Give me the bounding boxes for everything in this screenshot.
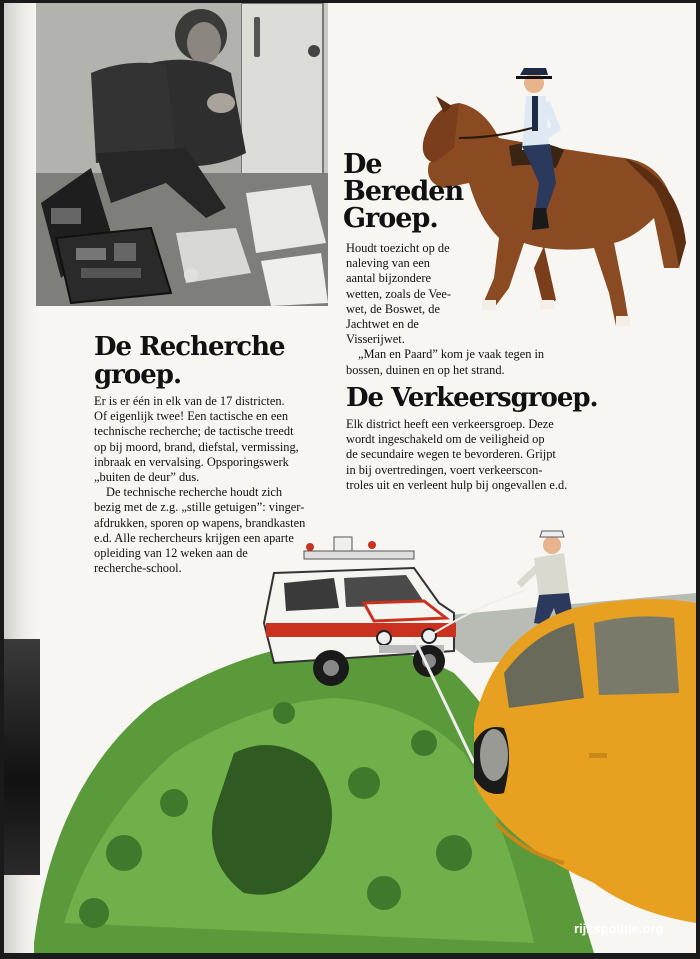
text-line: wetten, zoals de Vee- bbox=[346, 286, 452, 301]
heading-line: Bereden bbox=[343, 176, 464, 207]
text-line: „buiten de deur” dus. bbox=[94, 470, 200, 485]
body-bereden-groep bbox=[346, 241, 576, 378]
text-line: „Man en Paard” kom je vaak tegen in bbox=[358, 347, 545, 362]
site-watermark: rijkspolitie.org bbox=[574, 921, 664, 936]
detective-photo bbox=[36, 3, 328, 306]
text-line: inbraak en vervalsing. Opsporingswerk bbox=[94, 454, 289, 469]
text-line: bezig met de z.g. „stille getuigen”: vinger- bbox=[94, 500, 305, 515]
text-line: troles uit en verleent hulp bij ongevallen e.d. bbox=[346, 477, 568, 492]
text-line: wordt ingeschakeld om de veiligheid op bbox=[346, 432, 545, 447]
heading-bereden-groep bbox=[343, 151, 463, 232]
text-line: wet, de Boswet, de bbox=[346, 301, 440, 316]
text-line: afdrukken, sporen op wapens, brandkasten bbox=[94, 515, 306, 530]
text-line: Elk district heeft een verkeersgroep. Deze bbox=[346, 417, 554, 431]
magazine-page bbox=[4, 3, 696, 953]
text-line: e.d. Alle rechercheurs krijgen een aparte bbox=[94, 530, 294, 545]
text-line: Houdt toezicht op de bbox=[346, 241, 450, 255]
text-line: naleving van een bbox=[346, 256, 430, 271]
heading-line: De Recherche bbox=[94, 332, 285, 362]
heading-verkeersgroep: De Verkeersgroep. bbox=[346, 383, 598, 413]
text-line: Jachtwet en de bbox=[346, 317, 419, 332]
traffic-rescue-illustration bbox=[34, 523, 696, 953]
text-line: opleiding van 12 weken aan de bbox=[94, 546, 248, 561]
body-verkeersgroep bbox=[346, 417, 616, 493]
text-line: recherche-school. bbox=[94, 561, 182, 576]
heading-recherche-groep bbox=[94, 333, 285, 389]
heading-line: De bbox=[343, 149, 382, 180]
heading-line: groep. bbox=[94, 360, 181, 390]
text-line: technische recherche; de tactische treedt bbox=[94, 424, 294, 439]
body-recherche-groep bbox=[94, 394, 344, 576]
text-line: Er is er één in elk van de 17 districten. bbox=[94, 394, 285, 408]
heading-line: Groep. bbox=[343, 203, 438, 234]
text-line: in bij overtredingen, voert verkeerscon- bbox=[346, 462, 543, 477]
text-line: aantal bijzondere bbox=[346, 271, 431, 286]
text-line: De technische recherche houdt zich bbox=[106, 485, 283, 500]
text-line: Of eigenlijk twee! Een tactische en een bbox=[94, 409, 289, 424]
text-line: Visserijwet. bbox=[346, 332, 405, 347]
text-line: bossen, duinen en op het strand. bbox=[346, 362, 505, 377]
text-line: de secundaire wegen te bevorderen. Grijpt bbox=[346, 447, 556, 462]
text-line: op bij moord, brand, diefstal, vermissing, bbox=[94, 439, 299, 454]
